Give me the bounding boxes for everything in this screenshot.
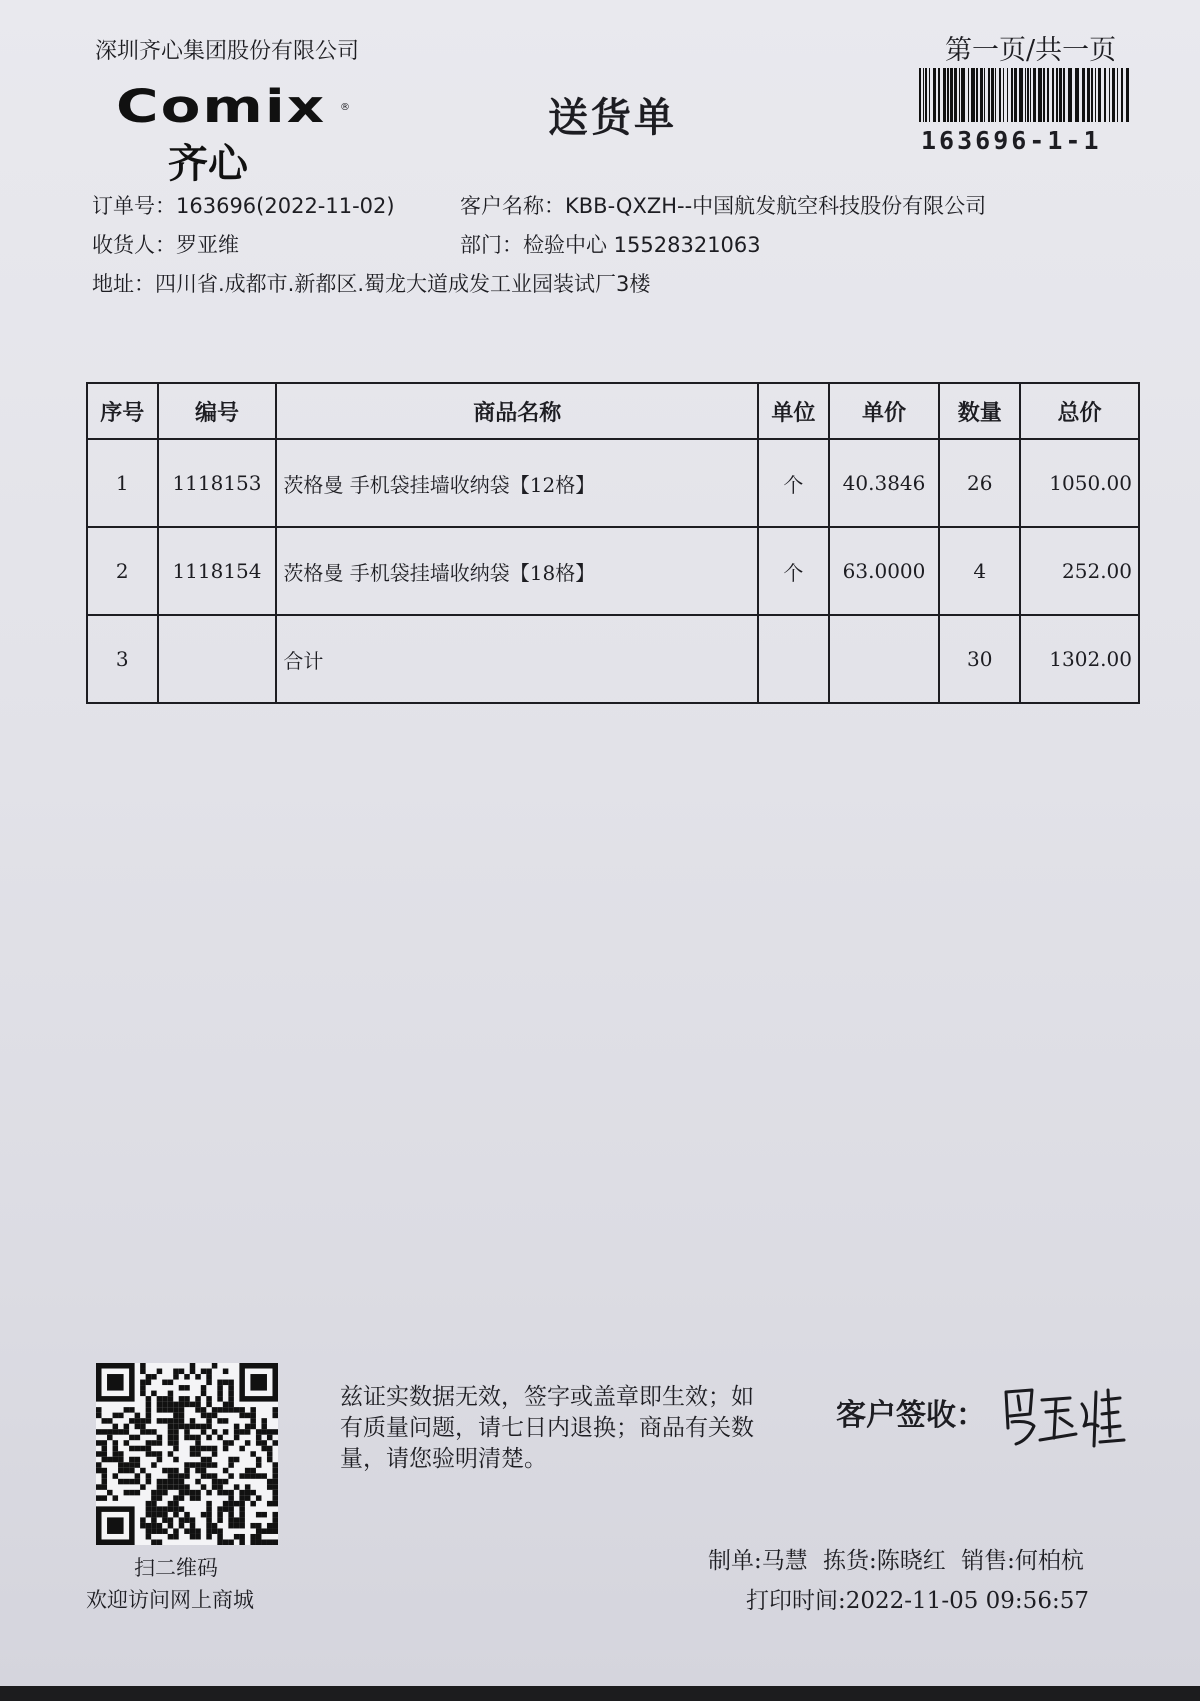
barcode-bar — [1014, 68, 1017, 122]
barcode-bar — [961, 68, 965, 122]
cell-code: 1118153 — [158, 439, 277, 527]
header-unit-price: 单价 — [829, 383, 940, 439]
cell-code: 1118154 — [158, 527, 277, 615]
barcode-bar — [1104, 68, 1106, 122]
cell-unit: 个 — [758, 439, 829, 527]
barcode-bar — [1087, 68, 1090, 122]
address: 地址：四川省.成都市.新都区.蜀龙大道成发工业园装试厂3楼 — [92, 272, 651, 296]
header-seq: 序号 — [87, 383, 158, 439]
cell-quantity: 4 — [939, 527, 1020, 615]
barcode-bar — [929, 68, 930, 122]
barcode-bar — [1019, 68, 1023, 122]
barcode-bar — [995, 68, 996, 122]
cell-unit-price — [829, 615, 940, 703]
cell-quantity: 26 — [939, 439, 1020, 527]
barcode-bar — [971, 68, 975, 122]
barcode-bar — [976, 68, 978, 122]
barcode-bar — [1047, 68, 1049, 122]
header-unit: 单位 — [758, 383, 829, 439]
table-row — [87, 527, 1139, 615]
cell-code — [158, 615, 277, 703]
cell-product-name: 茨格曼 手机袋挂墙收纳袋【18格】 — [276, 527, 758, 615]
barcode-bar — [1003, 68, 1004, 122]
barcode-bar — [1033, 68, 1036, 122]
barcode-bar — [1098, 68, 1101, 122]
barcode-bar — [1063, 68, 1065, 122]
barcode-bar — [999, 68, 1001, 122]
barcode-bar — [991, 68, 994, 122]
barcode-bar — [1068, 68, 1072, 122]
barcode-bar — [1112, 68, 1115, 122]
cell-product-name: 合计 — [276, 615, 758, 703]
department: 部门：检验中心 15528321063 — [460, 233, 761, 257]
header-code: 编号 — [158, 383, 277, 439]
registered-mark-icon: ® — [340, 102, 350, 113]
customer-sign-label: 客户签收： — [836, 1398, 986, 1433]
print-time: 打印时间:2022-11-05 09:56:57 — [746, 1588, 1089, 1614]
barcode-bar — [1025, 68, 1026, 122]
barcode-bar — [954, 68, 957, 122]
cell-seq: 3 — [87, 615, 158, 703]
barcode-number: 163696-1-1 — [921, 126, 1102, 155]
cell-total: 252.00 — [1020, 527, 1139, 615]
barcode-bar — [1059, 68, 1062, 122]
staff-info: 制单:马慧 拣货:陈晓红 销售:何柏杭 — [708, 1548, 1084, 1574]
barcode-bar — [1038, 68, 1042, 122]
barcode-bar — [959, 68, 960, 122]
barcode-bar — [1056, 68, 1058, 122]
items-table — [86, 382, 1140, 704]
barcode-bar — [938, 68, 940, 122]
barcode-bar — [947, 68, 949, 122]
barcode-bar — [1052, 68, 1054, 122]
cell-unit-price: 63.0000 — [829, 527, 940, 615]
qr-caption-scan: 扫二维码 — [134, 1556, 218, 1580]
cell-unit: 个 — [758, 527, 829, 615]
cell-seq: 2 — [87, 527, 158, 615]
barcode-bar — [1082, 68, 1085, 122]
barcode-bar — [950, 68, 953, 122]
barcode-bar — [1126, 68, 1129, 122]
comix-logo: Comix — [116, 80, 327, 134]
order-number: 订单号：163696(2022-11-02) — [92, 194, 395, 218]
receiver: 收货人：罗亚维 — [92, 233, 239, 257]
barcode-bar — [984, 68, 985, 122]
page-info: 第一页/共一页 — [945, 35, 1117, 66]
barcode-bar — [1109, 68, 1110, 122]
qr-code-icon[interactable] — [96, 1363, 278, 1545]
cell-total: 1302.00 — [1020, 615, 1139, 703]
cell-seq: 1 — [87, 439, 158, 527]
cell-product-name: 茨格曼 手机袋挂墙收纳袋【12格】 — [276, 439, 758, 527]
barcode-bar — [1011, 68, 1013, 122]
barcode-bar — [988, 68, 990, 122]
header-product-name: 商品名称 — [276, 383, 758, 439]
cell-unit — [758, 615, 829, 703]
cell-unit-price: 40.3846 — [829, 439, 940, 527]
qr-caption-shop: 欢迎访问网上商城 — [86, 1588, 254, 1612]
barcode-bar — [943, 68, 946, 122]
cell-total: 1050.00 — [1020, 439, 1139, 527]
table-header-row — [87, 383, 1139, 439]
customer-name: 客户名称：KBB-QXZH--中国航发航空科技股份有限公司 — [460, 194, 987, 218]
logo-chinese: 齐心 — [168, 141, 248, 187]
barcode-bar — [1075, 68, 1079, 122]
barcode-bar — [1091, 68, 1093, 122]
barcode-bar — [1117, 68, 1118, 122]
barcode-bar — [919, 68, 921, 122]
customer-signature — [998, 1370, 1128, 1454]
barcode-bar — [1095, 68, 1096, 122]
document-title: 送货单 — [548, 95, 677, 141]
barcode-bar — [980, 68, 983, 122]
header-quantity: 数量 — [939, 383, 1020, 439]
company-name: 深圳齐心集团股份有限公司 — [95, 39, 360, 64]
barcode-bar — [968, 68, 969, 122]
notice-text: 兹证实数据无效，签字或盖章即生效；如有质量问题，请七日内退换；商品有关数量，请您验明清楚。 — [340, 1384, 754, 1472]
barcode-bar — [1007, 68, 1008, 122]
barcode-bar — [923, 68, 924, 122]
table-row — [87, 439, 1139, 527]
barcode — [919, 68, 1131, 122]
cell-quantity: 30 — [939, 615, 1020, 703]
barcode-bar — [925, 68, 927, 122]
header-total: 总价 — [1020, 383, 1139, 439]
barcode-bar — [933, 68, 936, 122]
barcode-bar — [1043, 68, 1045, 122]
barcode-bar — [1027, 68, 1029, 122]
barcode-bar — [1121, 68, 1123, 122]
barcode-bar — [1030, 68, 1031, 122]
table-row-subtotal — [87, 615, 1139, 703]
